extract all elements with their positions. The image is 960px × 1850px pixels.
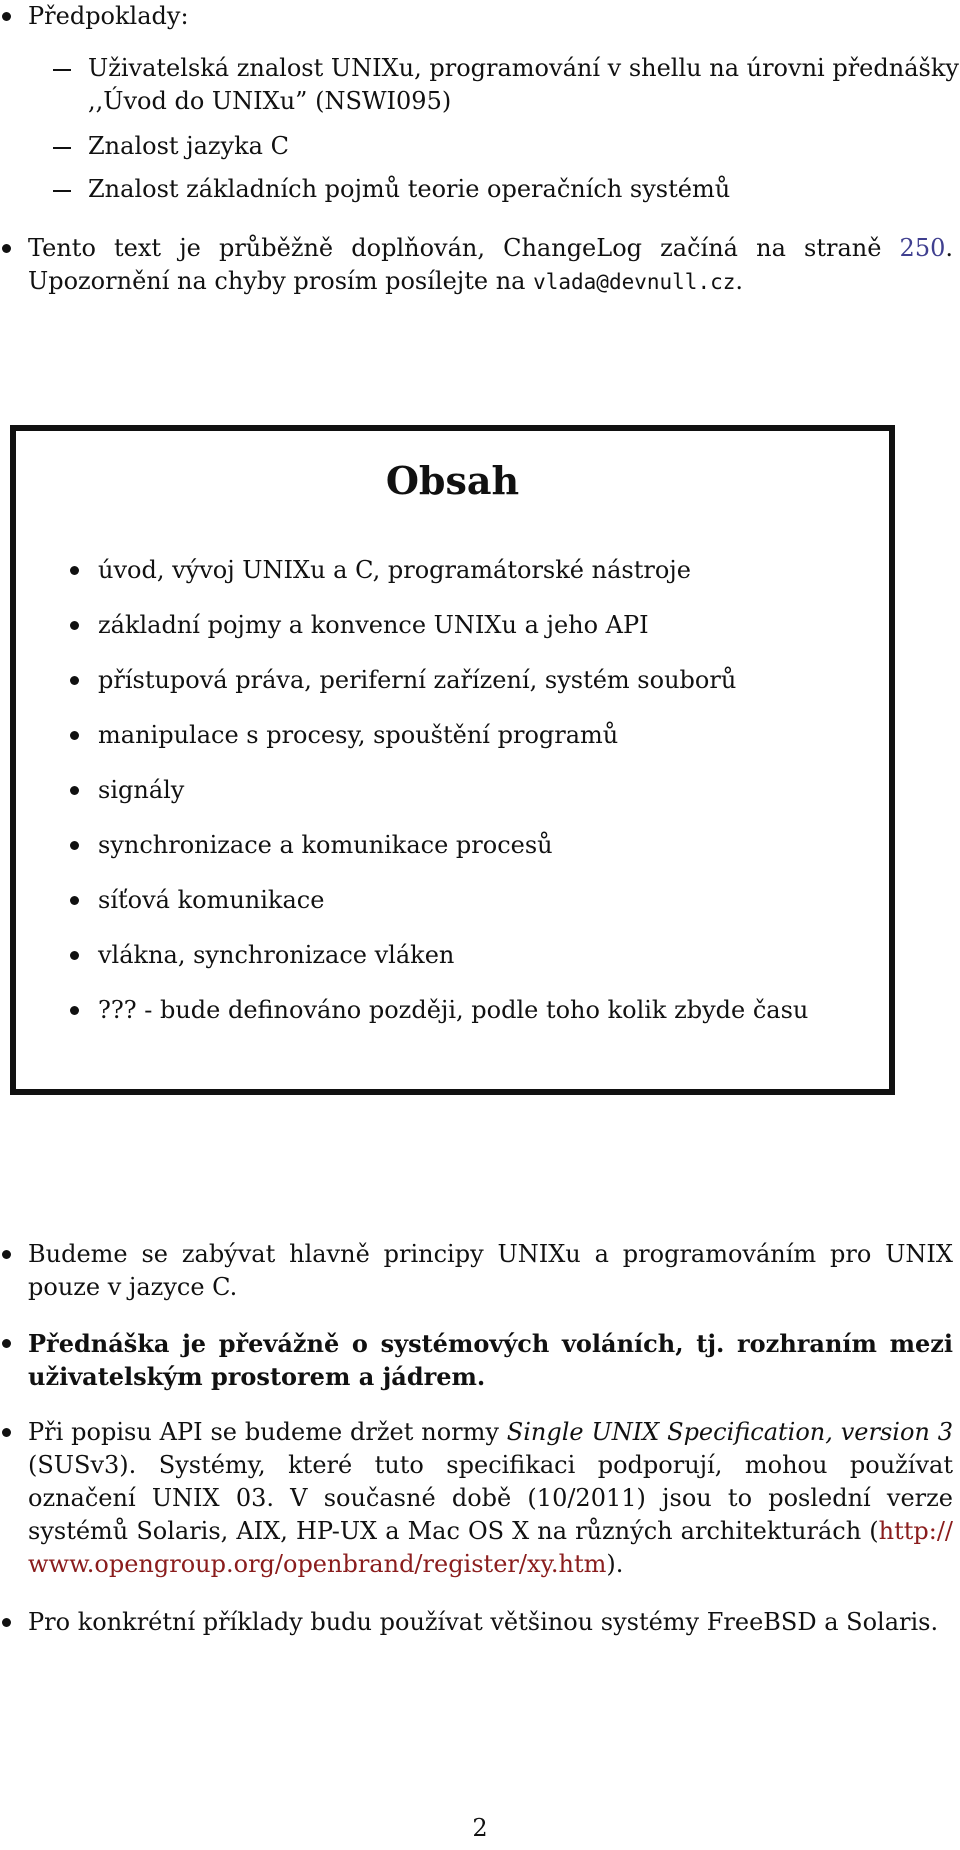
toc-title: Obsah: [385, 458, 520, 503]
changelog-page-link[interactable]: 250: [899, 234, 946, 262]
toc-item-label: základní pojmy a konvence UNIXu a jeho API: [98, 611, 649, 639]
prereq-heading: Předpoklady:: [28, 2, 189, 30]
prereq-item-1-line2: ,,Úvod do UNIXu” (NSWI095): [88, 87, 452, 115]
note-1: Budeme se zabývat hlavně principy UNIXu a programováním pro UNIX pouze v jazyce C.: [28, 1240, 953, 1301]
bullet: [70, 951, 79, 960]
bullet: [2, 1250, 11, 1259]
toc-item-label: signály: [98, 776, 185, 804]
susv3-title: Single UNIX Specification, version 3: [506, 1418, 953, 1446]
bullet: [70, 786, 79, 795]
opengroup-link[interactable]: http://www.opengroup.org/openbrand/register/xy.htm: [28, 1517, 953, 1578]
changelog-paragraph: Tento text je průběžně doplňován, ChangeLog začíná na straně 250. Upozornění na chyby prosím posílejte na vlada@devnull.cz.: [28, 234, 953, 295]
email-link[interactable]: vlada@devnull.cz: [533, 270, 736, 294]
table-of-contents-box: [10, 425, 895, 1095]
bullet: [2, 12, 11, 21]
bullet: [70, 841, 79, 850]
prereq-item-1-line1: Uživatelská znalost UNIXu, programování v shellu na úrovni přednášky: [88, 54, 959, 82]
note-4: Pro konkrétní příklady budu používat většinou systémy FreeBSD a Solaris.: [28, 1608, 939, 1636]
toc-item-label: úvod, vývoj UNIXu a C, programátorské nástroje: [98, 556, 691, 584]
bullet: [2, 1428, 11, 1437]
toc-item-label: síťová komunikace: [98, 886, 325, 914]
toc-item-label: manipulace s procesy, spouštění programů: [98, 721, 619, 749]
note-3: Při popisu API se budeme držet normy Single UNIX Specification, version 3 (SUSv3). Systémy, které tuto specifikaci podporují, mohou používat označení UNIX 03. V současné době (10/2011) jsou to poslední verze systémů Solaris, AIX, HP-UX a Mac OS X na různých architekturách (http://www.opengroup.org/openbrand/register/xy.htm).: [28, 1418, 953, 1578]
prereq-item-2: Znalost jazyka C: [88, 132, 289, 160]
bullet: [2, 1339, 11, 1348]
bullet: [70, 1006, 79, 1015]
note-2: Přednáška je převážně o systémových voláních, tj. rozhraním mezi uživatelským prostorem a jádrem.: [28, 1329, 953, 1391]
bullet: [70, 896, 79, 905]
bullet: [70, 731, 79, 740]
dash: [53, 147, 71, 149]
prereq-item-3: Znalost základních pojmů teorie operačních systémů: [88, 175, 731, 203]
toc-item-label: synchronizace a komunikace procesů: [98, 831, 553, 859]
page-number: 2: [472, 1814, 488, 1842]
bullet: [70, 621, 79, 630]
bullet: [70, 676, 79, 685]
bullet: [2, 1618, 11, 1627]
toc-item-label: vlákna, synchronizace vláken: [98, 941, 455, 969]
changelog-text-mid: . Upozornění na chyby prosím posílejte na: [28, 234, 953, 295]
toc-item-label: ??? - bude definováno později, podle toho kolik zbyde času: [98, 996, 809, 1024]
toc-item-label: přístupová práva, periferní zařízení, systém souborů: [98, 666, 737, 694]
changelog-text: Tento text je průběžně doplňován, ChangeLog začíná na straně: [28, 234, 900, 262]
dash: [53, 69, 71, 71]
dash: [53, 190, 71, 192]
bullet: [2, 244, 11, 253]
bullet: [70, 566, 79, 575]
